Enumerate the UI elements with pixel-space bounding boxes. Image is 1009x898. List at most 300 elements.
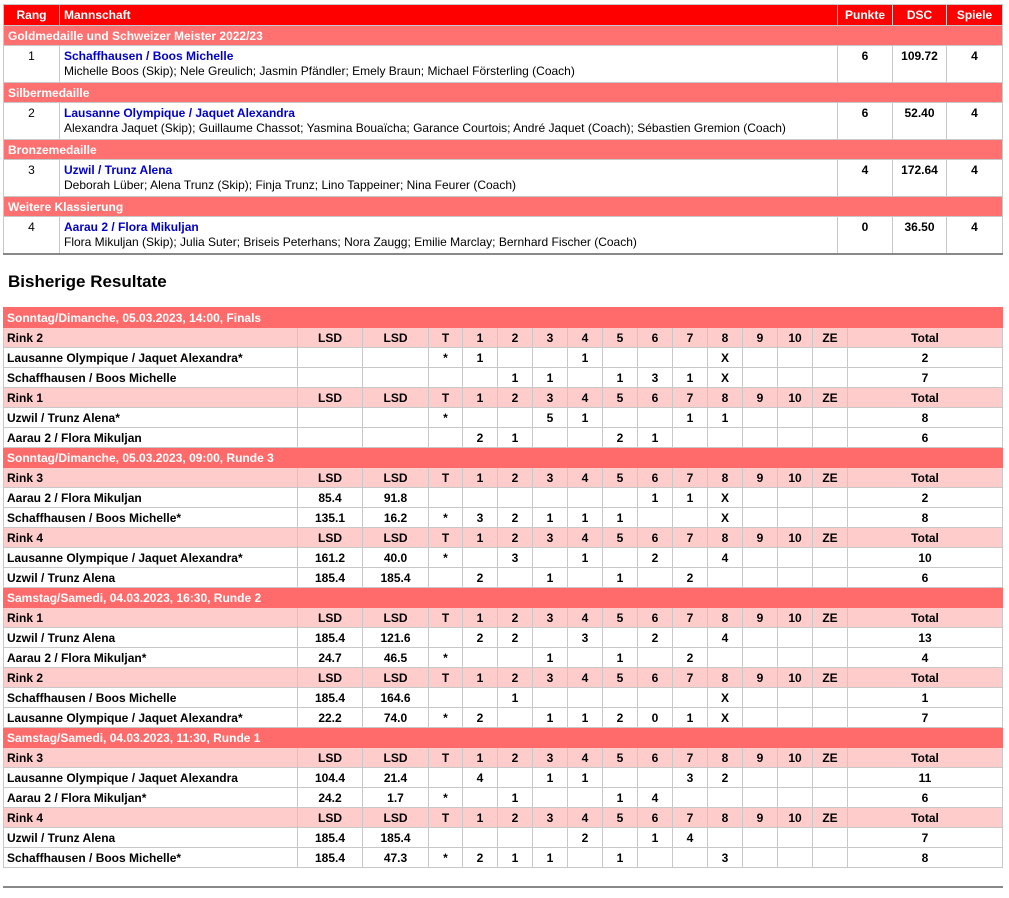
column-header: 3 (533, 748, 568, 768)
column-header: LSD (363, 608, 429, 628)
punkte-cell: 6 (838, 46, 893, 83)
result-cell: 1 (568, 508, 603, 528)
team-cell (60, 217, 838, 254)
result-cell: 3 (638, 368, 673, 388)
column-header: T (429, 388, 463, 408)
result-cell (603, 548, 638, 568)
column-header: 9 (743, 528, 778, 548)
result-cell: 1 (463, 348, 498, 368)
column-header: T (429, 468, 463, 488)
standing-row (4, 103, 1003, 140)
result-cell (743, 488, 778, 508)
result-cell (673, 848, 708, 868)
result-cell (743, 768, 778, 788)
column-header: 7 (673, 808, 708, 828)
result-row (4, 488, 1003, 508)
result-cell (743, 548, 778, 568)
result-cell (533, 548, 568, 568)
column-header: 6 (638, 808, 673, 828)
result-cell: * (429, 408, 463, 428)
result-team: Schaffhausen / Boos Michelle* (4, 848, 298, 868)
result-cell: 46.5 (363, 648, 429, 668)
column-header: T (429, 748, 463, 768)
divider-top (3, 253, 1003, 255)
result-cell (638, 848, 673, 868)
result-cell: 185.4 (298, 848, 363, 868)
column-header: 8 (708, 808, 743, 828)
results-table (3, 307, 1003, 868)
medal-label: Bronzemedaille (4, 140, 1003, 160)
column-header: 2 (498, 608, 533, 628)
result-cell (813, 568, 848, 588)
column-header: T (429, 528, 463, 548)
result-row (4, 548, 1003, 568)
rink-header-row (4, 748, 1003, 768)
result-cell (533, 628, 568, 648)
column-header: 6 (638, 668, 673, 688)
column-header: 10 (778, 528, 813, 548)
column-header: 7 (673, 748, 708, 768)
column-header: 10 (778, 608, 813, 628)
result-cell (603, 828, 638, 848)
result-row (4, 428, 1003, 448)
column-header: 6 (638, 468, 673, 488)
column-header: LSD (363, 748, 429, 768)
result-cell (778, 488, 813, 508)
result-cell: 1 (708, 408, 743, 428)
result-cell: X (708, 508, 743, 528)
result-cell: 3 (708, 848, 743, 868)
result-cell: 2 (673, 568, 708, 588)
column-header: 5 (603, 388, 638, 408)
result-cell (638, 348, 673, 368)
result-cell: 13 (848, 628, 1003, 648)
result-cell (603, 408, 638, 428)
result-cell: 16.2 (363, 508, 429, 528)
column-header: ZE (813, 608, 848, 628)
result-cell: 2 (638, 628, 673, 648)
result-cell: * (429, 708, 463, 728)
result-row (4, 788, 1003, 808)
result-cell (363, 408, 429, 428)
column-header: 2 (498, 528, 533, 548)
rink-name: Rink 3 (4, 468, 298, 488)
header-dsc: DSC (893, 5, 947, 26)
column-header: 2 (498, 808, 533, 828)
team-name-link[interactable]: Lausanne Olympique / Jaquet Alexandra (64, 106, 295, 120)
punkte-cell: 0 (838, 217, 893, 254)
result-cell: X (708, 368, 743, 388)
medal-row (4, 83, 1003, 103)
result-cell: 24.7 (298, 648, 363, 668)
result-cell (778, 348, 813, 368)
result-cell: 91.8 (363, 488, 429, 508)
result-row (4, 508, 1003, 528)
result-cell (429, 828, 463, 848)
result-cell (778, 788, 813, 808)
result-cell: 1 (498, 788, 533, 808)
column-header: 3 (533, 668, 568, 688)
result-cell (429, 428, 463, 448)
column-header: 7 (673, 388, 708, 408)
result-cell: 1 (498, 368, 533, 388)
column-header: Total (848, 748, 1003, 768)
team-name-link[interactable]: Uzwil / Trunz Alena (64, 163, 173, 177)
result-cell: 2 (463, 708, 498, 728)
result-cell: * (429, 848, 463, 868)
result-cell: 164.6 (363, 688, 429, 708)
team-name-link[interactable]: Aarau 2 / Flora Mikuljan (64, 220, 199, 234)
result-cell (463, 548, 498, 568)
result-row (4, 368, 1003, 388)
result-cell (743, 828, 778, 848)
dsc-cell: 172.64 (893, 160, 947, 197)
result-cell: 22.2 (298, 708, 363, 728)
column-header: 10 (778, 328, 813, 348)
rink-name: Rink 1 (4, 388, 298, 408)
result-cell: 7 (848, 368, 1003, 388)
result-cell (568, 848, 603, 868)
result-cell: 2 (603, 708, 638, 728)
result-cell (363, 348, 429, 368)
result-cell (568, 788, 603, 808)
result-cell (743, 348, 778, 368)
result-cell: 2 (463, 628, 498, 648)
column-header: LSD (363, 468, 429, 488)
result-cell: 1 (603, 508, 638, 528)
rink-name: Rink 4 (4, 808, 298, 828)
result-team: Aarau 2 / Flora Mikuljan (4, 488, 298, 508)
rank-cell: 3 (4, 160, 60, 197)
result-cell: 1 (603, 848, 638, 868)
result-team: Schaffhausen / Boos Michelle (4, 368, 298, 388)
column-header: LSD (363, 528, 429, 548)
column-header: 5 (603, 528, 638, 548)
result-team: Uzwil / Trunz Alena* (4, 408, 298, 428)
result-cell: 1 (568, 548, 603, 568)
result-cell (638, 688, 673, 708)
result-cell: 1 (568, 768, 603, 788)
column-header: 2 (498, 468, 533, 488)
result-cell: 2 (708, 768, 743, 788)
result-cell (463, 648, 498, 668)
result-cell (498, 828, 533, 848)
result-cell (743, 408, 778, 428)
column-header: 7 (673, 608, 708, 628)
result-cell (533, 688, 568, 708)
column-header: 8 (708, 528, 743, 548)
column-header: T (429, 808, 463, 828)
column-header: ZE (813, 808, 848, 828)
result-cell (743, 648, 778, 668)
result-cell (533, 348, 568, 368)
column-header: 9 (743, 608, 778, 628)
result-cell: 1 (673, 408, 708, 428)
session-title: Sonntag/Dimanche, 05.03.2023, 09:00, Runde 3 (4, 448, 1003, 468)
result-cell (778, 688, 813, 708)
column-header: 8 (708, 608, 743, 628)
result-cell: 185.4 (298, 828, 363, 848)
result-cell: 4 (708, 548, 743, 568)
column-header: LSD (298, 668, 363, 688)
column-header: 9 (743, 748, 778, 768)
rank-cell: 2 (4, 103, 60, 140)
results-title: Bisherige Resultate (8, 272, 167, 291)
result-cell: 3 (673, 768, 708, 788)
rink-header-row (4, 808, 1003, 828)
result-cell: 2 (673, 648, 708, 668)
result-cell (778, 428, 813, 448)
result-cell: 4 (848, 648, 1003, 668)
rink-header-row (4, 528, 1003, 548)
column-header: ZE (813, 328, 848, 348)
column-header: 6 (638, 608, 673, 628)
result-cell (638, 648, 673, 668)
result-cell (498, 568, 533, 588)
result-cell: 2 (848, 488, 1003, 508)
column-header: 4 (568, 468, 603, 488)
result-cell (638, 408, 673, 428)
team-cell (60, 46, 838, 83)
column-header: 3 (533, 388, 568, 408)
result-row (4, 408, 1003, 428)
result-cell (813, 688, 848, 708)
result-team: Uzwil / Trunz Alena (4, 568, 298, 588)
column-header: LSD (363, 808, 429, 828)
column-header: 6 (638, 328, 673, 348)
result-row (4, 568, 1003, 588)
column-header: 1 (463, 528, 498, 548)
result-cell: * (429, 508, 463, 528)
result-cell: 161.2 (298, 548, 363, 568)
result-cell (813, 428, 848, 448)
result-cell: 47.3 (363, 848, 429, 868)
result-cell: 1 (638, 488, 673, 508)
column-header: T (429, 668, 463, 688)
result-team: Lausanne Olympique / Jaquet Alexandra* (4, 548, 298, 568)
result-cell: 1 (638, 428, 673, 448)
result-cell: 4 (463, 768, 498, 788)
result-row (4, 848, 1003, 868)
result-cell: 1 (533, 848, 568, 868)
result-cell: * (429, 648, 463, 668)
result-cell (813, 768, 848, 788)
result-cell: 2 (848, 348, 1003, 368)
result-cell: 4 (673, 828, 708, 848)
result-cell: 8 (848, 408, 1003, 428)
medal-label: Silbermedaille (4, 83, 1003, 103)
column-header: 5 (603, 808, 638, 828)
result-cell: 1.7 (363, 788, 429, 808)
result-cell (778, 828, 813, 848)
result-cell: 6 (848, 428, 1003, 448)
result-cell (743, 428, 778, 448)
standing-row (4, 217, 1003, 254)
result-cell (603, 688, 638, 708)
result-cell: 1 (533, 708, 568, 728)
result-cell (298, 368, 363, 388)
result-cell: 6 (848, 568, 1003, 588)
result-cell (813, 708, 848, 728)
column-header: Total (848, 388, 1003, 408)
column-header: Total (848, 808, 1003, 828)
result-cell (778, 548, 813, 568)
column-header: 1 (463, 468, 498, 488)
result-cell (568, 648, 603, 668)
session-row (4, 728, 1003, 748)
result-cell: 1 (638, 828, 673, 848)
column-header: 7 (673, 328, 708, 348)
medal-row (4, 140, 1003, 160)
result-cell: * (429, 788, 463, 808)
result-cell: 10 (848, 548, 1003, 568)
result-cell (673, 628, 708, 648)
result-team: Schaffhausen / Boos Michelle* (4, 508, 298, 528)
dsc-cell: 109.72 (893, 46, 947, 83)
column-header: 3 (533, 468, 568, 488)
rink-header-row (4, 388, 1003, 408)
column-header: ZE (813, 748, 848, 768)
header-punkte: Punkte (838, 5, 893, 26)
rank-cell: 4 (4, 217, 60, 254)
column-header: 10 (778, 388, 813, 408)
result-cell: 121.6 (363, 628, 429, 648)
result-cell: * (429, 348, 463, 368)
column-header: 3 (533, 808, 568, 828)
result-cell (813, 508, 848, 528)
result-cell (298, 408, 363, 428)
result-cell (568, 428, 603, 448)
column-header: T (429, 608, 463, 628)
result-cell (673, 788, 708, 808)
result-team: Aarau 2 / Flora Mikuljan* (4, 648, 298, 668)
team-players: Deborah Lüber; Alena Trunz (Skip); Finja Trunz; Lino Tappeiner; Nina Feurer (Coach) (64, 178, 517, 192)
column-header: 10 (778, 468, 813, 488)
column-header: 1 (463, 328, 498, 348)
column-header: 1 (463, 608, 498, 628)
result-cell (429, 768, 463, 788)
result-cell (813, 848, 848, 868)
result-cell: 2 (498, 628, 533, 648)
result-cell: 7 (848, 828, 1003, 848)
result-cell (778, 628, 813, 648)
result-cell (568, 568, 603, 588)
medal-label: Goldmedaille und Schweizer Meister 2022/23 (4, 26, 1003, 46)
result-cell: 1 (848, 688, 1003, 708)
result-cell (638, 568, 673, 588)
result-cell (778, 848, 813, 868)
team-name-link[interactable]: Schaffhausen / Boos Michelle (64, 49, 234, 63)
result-cell: 2 (638, 548, 673, 568)
column-header: LSD (298, 388, 363, 408)
result-cell (363, 428, 429, 448)
result-cell (568, 488, 603, 508)
result-cell (603, 768, 638, 788)
column-header: LSD (298, 328, 363, 348)
result-cell: 1 (498, 688, 533, 708)
result-cell (708, 788, 743, 808)
column-header: 5 (603, 608, 638, 628)
column-header: 4 (568, 608, 603, 628)
column-header: 7 (673, 668, 708, 688)
column-header: 10 (778, 808, 813, 828)
session-row (4, 448, 1003, 468)
result-cell (463, 368, 498, 388)
rink-name: Rink 2 (4, 668, 298, 688)
column-header: LSD (363, 328, 429, 348)
rink-name: Rink 2 (4, 328, 298, 348)
result-cell: 1 (603, 788, 638, 808)
result-cell (813, 828, 848, 848)
result-cell (708, 648, 743, 668)
result-cell (813, 348, 848, 368)
result-cell (813, 648, 848, 668)
result-cell: 4 (638, 788, 673, 808)
column-header: 9 (743, 808, 778, 828)
column-header: 7 (673, 528, 708, 548)
result-cell (498, 348, 533, 368)
result-cell (813, 628, 848, 648)
column-header: 6 (638, 748, 673, 768)
result-cell (429, 368, 463, 388)
column-header: 9 (743, 388, 778, 408)
column-header: 2 (498, 668, 533, 688)
result-cell (673, 548, 708, 568)
column-header: LSD (298, 748, 363, 768)
result-cell (463, 488, 498, 508)
result-cell: 1 (533, 648, 568, 668)
result-row (4, 708, 1003, 728)
result-cell (813, 548, 848, 568)
column-header: 4 (568, 388, 603, 408)
standings-header-row (4, 5, 1003, 26)
result-cell: 185.4 (298, 568, 363, 588)
standing-row (4, 160, 1003, 197)
result-cell (603, 488, 638, 508)
result-cell (743, 508, 778, 528)
result-cell: 1 (568, 708, 603, 728)
column-header: LSD (298, 608, 363, 628)
session-title: Sonntag/Dimanche, 05.03.2023, 14:00, Finals (4, 308, 1003, 328)
result-cell (778, 768, 813, 788)
result-cell: 21.4 (363, 768, 429, 788)
result-cell: 1 (533, 368, 568, 388)
result-team: Aarau 2 / Flora Mikuljan (4, 428, 298, 448)
result-cell (673, 428, 708, 448)
result-cell: 1 (533, 768, 568, 788)
result-cell: 1 (673, 488, 708, 508)
result-cell (778, 648, 813, 668)
result-team: Uzwil / Trunz Alena (4, 828, 298, 848)
result-cell: 8 (848, 848, 1003, 868)
punkte-cell: 4 (838, 160, 893, 197)
result-cell: 6 (848, 788, 1003, 808)
medal-row (4, 197, 1003, 217)
result-cell (429, 628, 463, 648)
result-cell (778, 408, 813, 428)
result-cell: 40.0 (363, 548, 429, 568)
result-cell (603, 348, 638, 368)
column-header: 2 (498, 748, 533, 768)
result-cell (298, 348, 363, 368)
column-header: Total (848, 468, 1003, 488)
column-header: 9 (743, 468, 778, 488)
result-cell: 185.4 (298, 628, 363, 648)
team-players: Michelle Boos (Skip); Nele Greulich; Jasmin Pfändler; Emely Braun; Michael Försterling (Coach) (64, 64, 575, 78)
result-cell (743, 688, 778, 708)
rink-header-row (4, 468, 1003, 488)
column-header: 2 (498, 328, 533, 348)
